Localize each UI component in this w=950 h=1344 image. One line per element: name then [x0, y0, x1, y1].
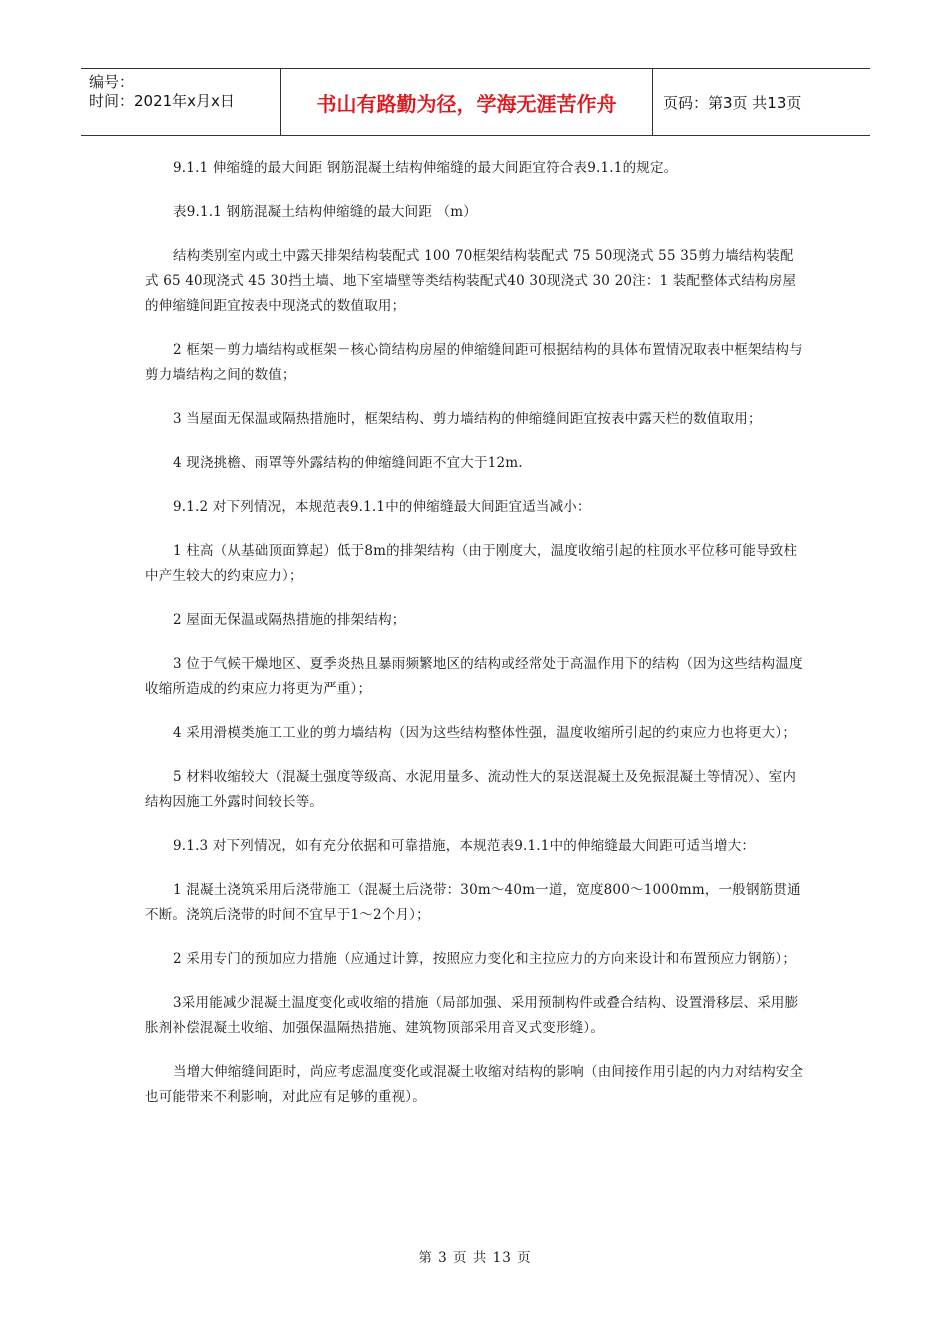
paragraph: 9.1.2 对下列情况，本规范表9.1.1中的伸缩缝最大间距宜适当减小： — [173, 499, 591, 515]
table-caption: 表9.1.1 钢筋混凝土结构伸缩缝的最大间距 （m） — [173, 204, 477, 220]
page-header — [81, 68, 870, 136]
paragraph: 2 框架－剪力墙结构或框架－核心筒结构房屋的伸缩缝间距可根据结构的具体布置情况取表中框架结构与剪力墙结构之间的数值； — [145, 342, 803, 383]
paragraph: 4 现浇挑檐、雨罩等外露结构的伸缩缝间距不宜大于12m. — [173, 455, 523, 471]
paragraph: 4 采用滑模类施工工业的剪力墙结构（因为这些结构整体性强，温度收缩所引起的约束应力也将更大）； — [173, 725, 797, 741]
header-meta — [81, 69, 281, 135]
paragraph: 结构类别室内或土中露天排架结构装配式 100 70框架结构装配式 75 50现浇式 55 35剪力墙结构装配式 65 40现浇式 45 30挡土墙、地下室墙壁等类结构装配式40 30现浇式 30 20注：1 装配整体式结构房屋的伸缩缝间距宜按表中现浇式的数值取用； — [145, 248, 797, 314]
page-footer: 第 3 页 共 13 页 — [418, 1250, 532, 1266]
paragraph: 3采用能减少混凝土温度变化或收缩的措施（局部加强、采用预制构件或叠合结构、设置滑移层、采用膨胀剂补偿混凝土收缩、加强保温隔热措施、建筑物顶部采用音叉式变形缝）。 — [145, 995, 799, 1036]
paragraph: 2 采用专门的预加应力措施（应通过计算，按照应力变化和主拉应力的方向来设计和布置预应力钢筋）； — [173, 951, 797, 967]
paragraph: 9.1.1 伸缩缝的最大间距 钢筋混凝土结构伸缩缝的最大间距宜符合表9.1.1的规定。 — [173, 160, 678, 176]
header-page-info: 页码：第3页 共13页 — [663, 93, 802, 112]
document-date: 时间：2021年x月x日 — [89, 92, 235, 110]
paragraph: 1 混凝土浇筑采用后浇带施工（混凝土后浇带：30m～40m一道，宽度800～1000mm，一般钢筋贯通不断。浇筑后浇带的时间不宜早于1～2个月）； — [145, 882, 801, 923]
document-body — [145, 156, 805, 1129]
paragraph: 1 柱高（从基础顶面算起）低于8m的排架结构（由于刚度大，温度收缩引起的柱顶水平位移可能导致柱中产生较大的约束应力）； — [145, 543, 798, 584]
paragraph: 3 位于气候干燥地区、夏季炎热且暴雨频繁地区的结构或经常处于高温作用下的结构（因为这些结构温度收缩所造成的约束应力将更为严重）； — [145, 656, 803, 697]
paragraph: 3 当屋面无保温或隔热措施时，框架结构、剪力墙结构的伸缩缝间距宜按表中露天栏的数值取用； — [173, 411, 762, 427]
paragraph: 2 屋面无保温或隔热措施的排架结构； — [173, 612, 406, 628]
header-motto: 书山有路勤为径，学海无涯苦作舟 — [281, 69, 653, 135]
document-number-label: 编号： — [89, 73, 135, 91]
paragraph: 5 材料收缩较大（混凝土强度等级高、水泥用量多、流动性大的泵送混凝土及免振混凝土等情况）、室内结构因施工外露时间较长等。 — [145, 769, 797, 810]
paragraph: 9.1.3 对下列情况，如有充分依据和可靠措施，本规范表9.1.1中的伸缩缝最大间距可适当增大： — [173, 838, 756, 854]
paragraph: 当增大伸缩缝间距时，尚应考虑温度变化或混凝土收缩对结构的影响（由间接作用引起的内力对结构安全也可能带来不利影响，对此应有足够的重视）。 — [145, 1064, 804, 1105]
